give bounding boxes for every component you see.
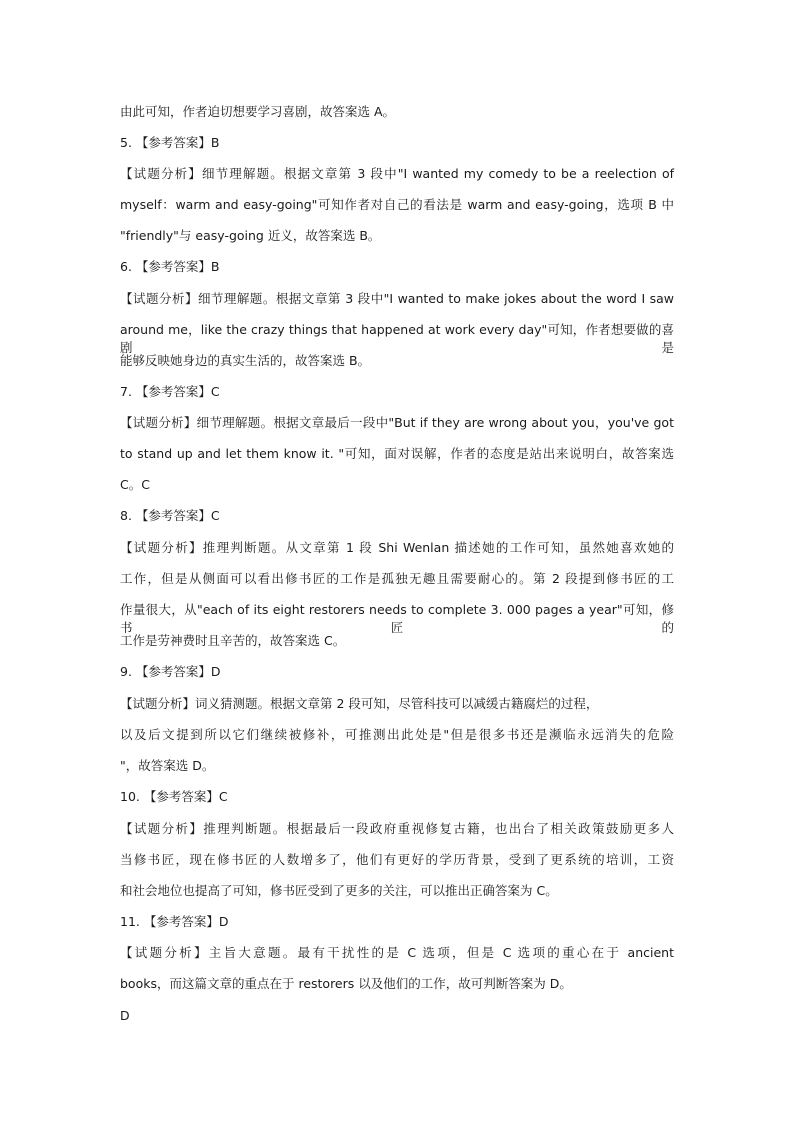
text-line: "，故答案选 D。 — [120, 758, 215, 773]
analysis-line: 【试题分析】细节理解题。根据文章第 3 段中"I wanted my comedy to be a reelection of — [120, 166, 674, 181]
text-line: 由此可知，作者迫切想要学习喜剧，故答案选 A。 — [120, 104, 396, 119]
analysis-line: 【试题分析】细节理解题。根据文章第 3 段中"I wanted to make jokes about the word I saw — [120, 291, 674, 306]
analysis-line: 【试题分析】推理判断题。根据最后一段政府重视修复古籍，也出台了相关政策鼓励更多人 — [120, 821, 674, 836]
text-line: C。C — [120, 477, 150, 492]
text-line: 工作是劳神费时且辛苦的，故答案选 C。 — [120, 633, 346, 648]
text-line: 以及后文提到所以它们继续被修补，可推测出此处是"但是很多书还是濒临永远消失的危险 — [120, 727, 674, 742]
answer-line: 11. 【参考答案】D — [120, 914, 229, 929]
analysis-line: 【试题分析】主旨大意题。最有干扰性的是 C 选项，但是 C 选项的重心在于 ancient — [120, 945, 674, 960]
text-line: D — [120, 1008, 130, 1023]
text-line: "friendly"与 easy-going 近义，故答案选 B。 — [120, 228, 381, 243]
text-line: 当修书匠，现在修书匠的人数增多了，他们有更好的学历背景，受到了更系统的培训，工资 — [120, 852, 674, 867]
text-line: 和社会地位也提高了可知，修书匠受到了更多的关注，可以推出正确答案为 C。 — [120, 883, 558, 898]
text-line: around me，like the crazy things that happened at work every day"可知，作者想要做的喜剧是 — [120, 322, 674, 355]
text-line: 作量很大，从"each of its eight restorers needs to complete 3. 000 pages a year"可知，修书匠的 — [120, 602, 674, 635]
answer-line: 9. 【参考答案】D — [120, 664, 221, 679]
answer-line: 6. 【参考答案】B — [120, 259, 220, 274]
text-line: myself：warm and easy-going"可知作者对自己的看法是 warm and easy-going，选项 B 中 — [120, 197, 674, 212]
text-line: 能够反映她身边的真实生活的，故答案选 B。 — [120, 353, 371, 368]
text-line: books，而这篇文章的重点在于 restorers 以及他们的工作，故可判断答案为 D。 — [120, 976, 572, 991]
text-line: to stand up and let them know it. "可知，面对误解，作者的态度是站出来说明白，故答案选 — [120, 446, 674, 461]
answer-line: 10. 【参考答案】C — [120, 789, 228, 804]
text-line: 工作，但是从侧面可以看出修书匠的工作是孤独无趣且需要耐心的。第 2 段提到修书匠的工 — [120, 571, 674, 586]
answer-line: 5. 【参考答案】B — [120, 135, 220, 150]
answer-line: 8. 【参考答案】C — [120, 508, 220, 523]
analysis-line: 【试题分析】推理判断题。从文章第 1 段 Shi Wenlan 描述她的工作可知，虽然她喜欢她的 — [120, 540, 674, 555]
answer-line: 7. 【参考答案】C — [120, 384, 220, 399]
analysis-line: 【试题分析】词义猜测题。根据文章第 2 段可知，尽管科技可以减缓古籍腐烂的过程， — [120, 696, 599, 711]
analysis-line: 【试题分析】细节理解题。根据文章最后一段中"But if they are wrong about you，you've got — [120, 415, 674, 430]
